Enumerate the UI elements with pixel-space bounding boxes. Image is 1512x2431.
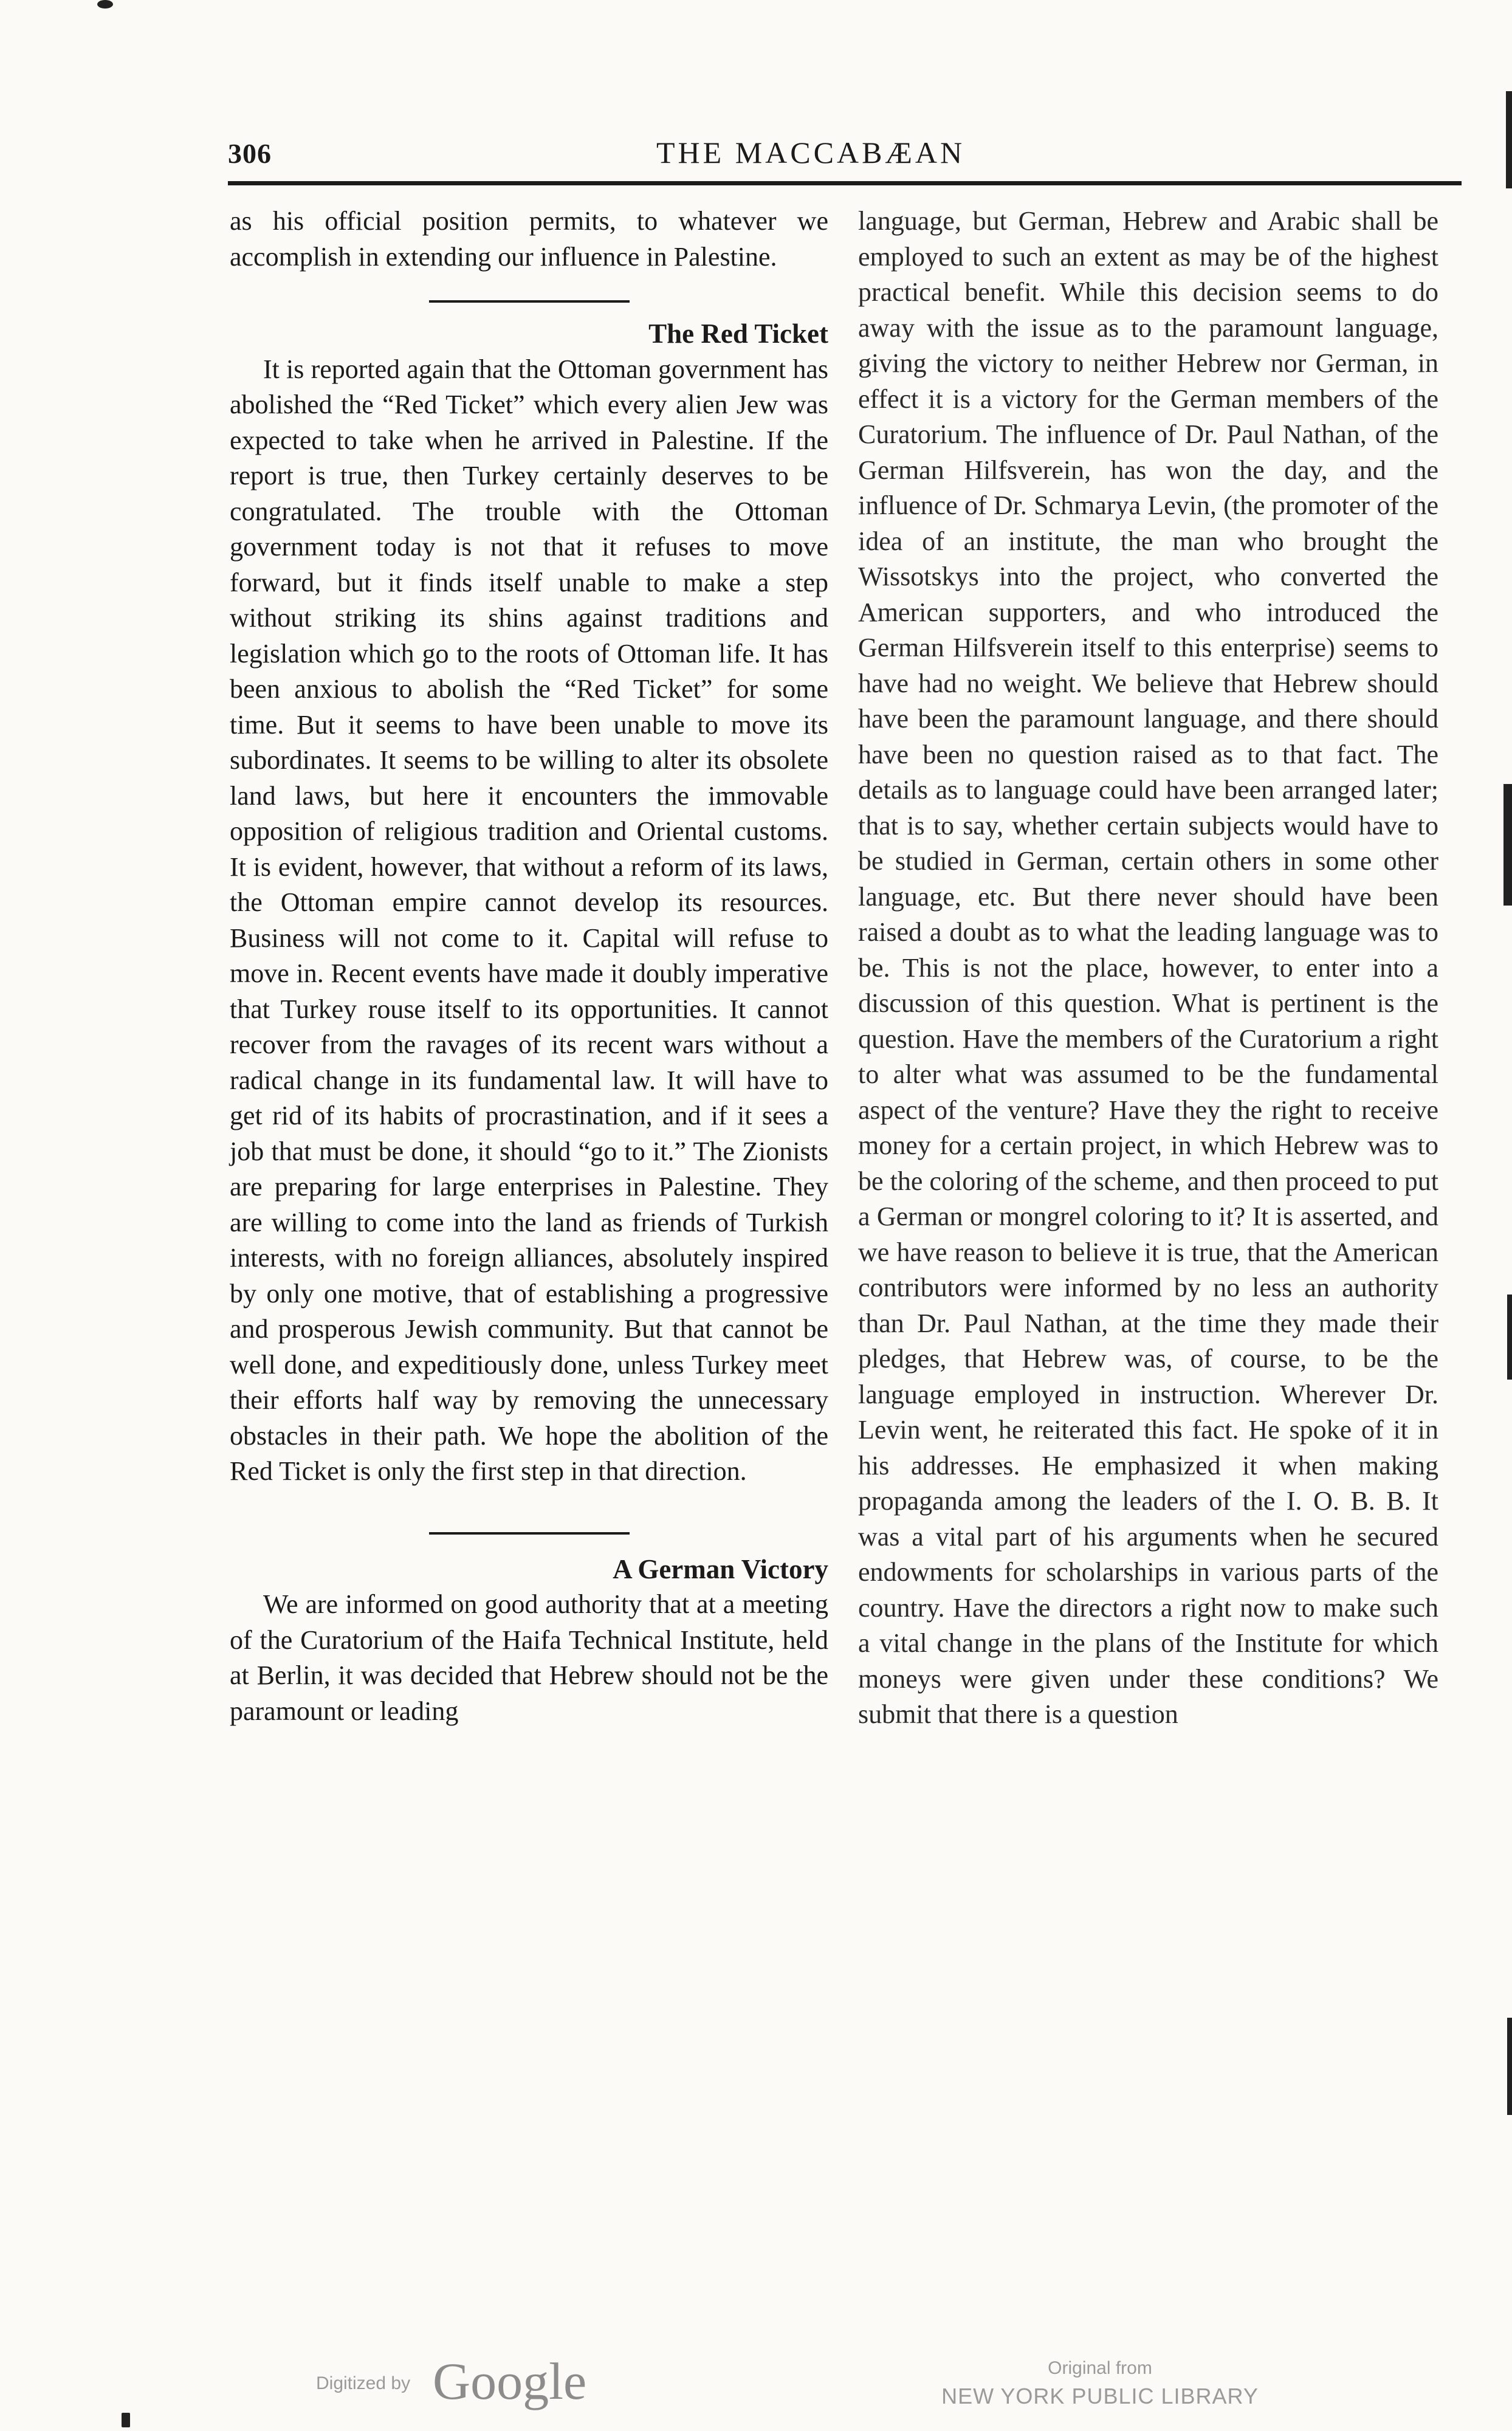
scan-speck bbox=[97, 0, 113, 9]
running-head-title: THE MACCABÆAN bbox=[656, 136, 966, 170]
scan-edge-mark bbox=[1507, 1295, 1512, 1380]
scan-speck bbox=[122, 2413, 130, 2427]
scan-edge-mark bbox=[1507, 2018, 1512, 2115]
section-heading-german-victory: A German Victory bbox=[613, 1553, 828, 1584]
google-logo: Google bbox=[433, 2352, 587, 2410]
section-divider bbox=[429, 1532, 630, 1535]
section-divider bbox=[429, 300, 630, 303]
header-rule bbox=[228, 181, 1462, 185]
digitized-by-label: Digitized by bbox=[316, 2373, 411, 2393]
scan-edge-mark bbox=[1503, 784, 1512, 906]
original-from-label: Original from bbox=[1048, 2358, 1152, 2378]
right-column bbox=[858, 204, 1438, 1733]
intro-paragraph: as his official position permits, to whatever we accomplish in extending our influence in Palestine. bbox=[230, 206, 828, 272]
red-ticket-paragraph: It is reported again that the Ottoman government has abolished the “Red Ticket” which every alien Jew was expected to take when he arrived in Palestine. If the report is true, then Turkey certainly deserves to be congratulated. The trouble with the Ottoman government today is not that it refuses to move forward, but it finds itself unable to make a step without striking its shins against traditions and legislation which go to the roots of Ottoman life. It has been anxious to abolish the “Red Ticket” for some time. But it seems to have been unable to move its subordinates. It seems to be willing to alter its obsolete land laws, but here it encounters the immovable opposition of religious tradition and Oriental customs. It is evident, however, that without a reform of its laws, the Ottoman empire cannot develop its resources. Business will not come to it. Capital will refuse to move in. Recent events have made it doubly imperative that Turkey rouse itself to its opportunities. It cannot recover from the ravages of its recent wars without a radical change in its fundamental law. It will have to get rid of its habits of procrastination, and if it sees a job that must be done, it should “go to it.” The Zionists are preparing for large enterprises in Palestine. They are willing to come into the land as friends of Turkish interests, with no foreign alliances, absolutely inspired by only one motive, that of establishing a progressive and prosperous Jewish community. But that cannot be well done, and expeditiously done, unless Turkey meet their efforts half way by removing the unnecessary obstacles in their path. We hope the abolition of the Red Ticket is only the first step in that direction. bbox=[230, 354, 828, 1486]
section-heading-red-ticket: The Red Ticket bbox=[648, 318, 828, 349]
scan-edge-mark bbox=[1506, 91, 1512, 188]
german-victory-paragraph: We are informed on good authority that at a meeting of the Curatorium of the Haifa Technical Institute, held at Berlin, it was decided that Hebrew should not be the paramount or leading bbox=[230, 1589, 828, 1726]
page-number: 306 bbox=[228, 138, 272, 169]
library-label: NEW YORK PUBLIC LIBRARY bbox=[941, 2384, 1259, 2409]
german-victory-continued-paragraph: language, but German, Hebrew and Arabic shall be employed to such an extent as may be of the highest practical benefit. While this decision seems to do away with the issue as to the paramount language, giving the victory to neither Hebrew nor German, in effect it is a victory for the German members of the Curatorium. The influence of Dr. Paul Nathan, of the German Hilfsverein, has won the day, and the influence of Dr. Schmarya Levin, (the promoter of the idea of an institute, the man who brought the Wissotskys into the project, who converted the American supporters, and who introduced the German Hilfsverein itself to this enterprise) seems to have had no weight. We believe that Hebrew should have been the paramount language, and there should have been no question raised as to that fact. The details as to language could have been arranged later; that is to say, whether certain subjects would have to be studied in German, certain others in some other language, etc. But there never should have been raised a doubt as to what the leading language was to be. This is not the place, however, to enter into a discussion of this question. What is pertinent is the question. Have the members of the Curatorium a right to alter what was assumed to be the fundamental aspect of the venture? Have they the right to receive money for a certain project, in which Hebrew was to be the coloring of the scheme, and then proceed to put a German or mongrel coloring to it? It is asserted, and we have reason to believe it is true, that the American contributors were informed by no less an authority than Dr. Paul Nathan, at the time they made their pledges, that Hebrew was, of course, to be the language employed in instruction. Wherever Dr. Levin went, he reiterated this fact. He spoke of it in his addresses. He emphasized it when making propaganda among the leaders of the I. O. B. B. It was a vital part of his arguments when he secured endowments for scholarships in various parts of the country. Have the directors a right now to make such a vital change in the plans of the Institute for which moneys were given under these conditions? We submit that there is a question bbox=[858, 206, 1438, 1729]
left-column bbox=[230, 204, 828, 1729]
